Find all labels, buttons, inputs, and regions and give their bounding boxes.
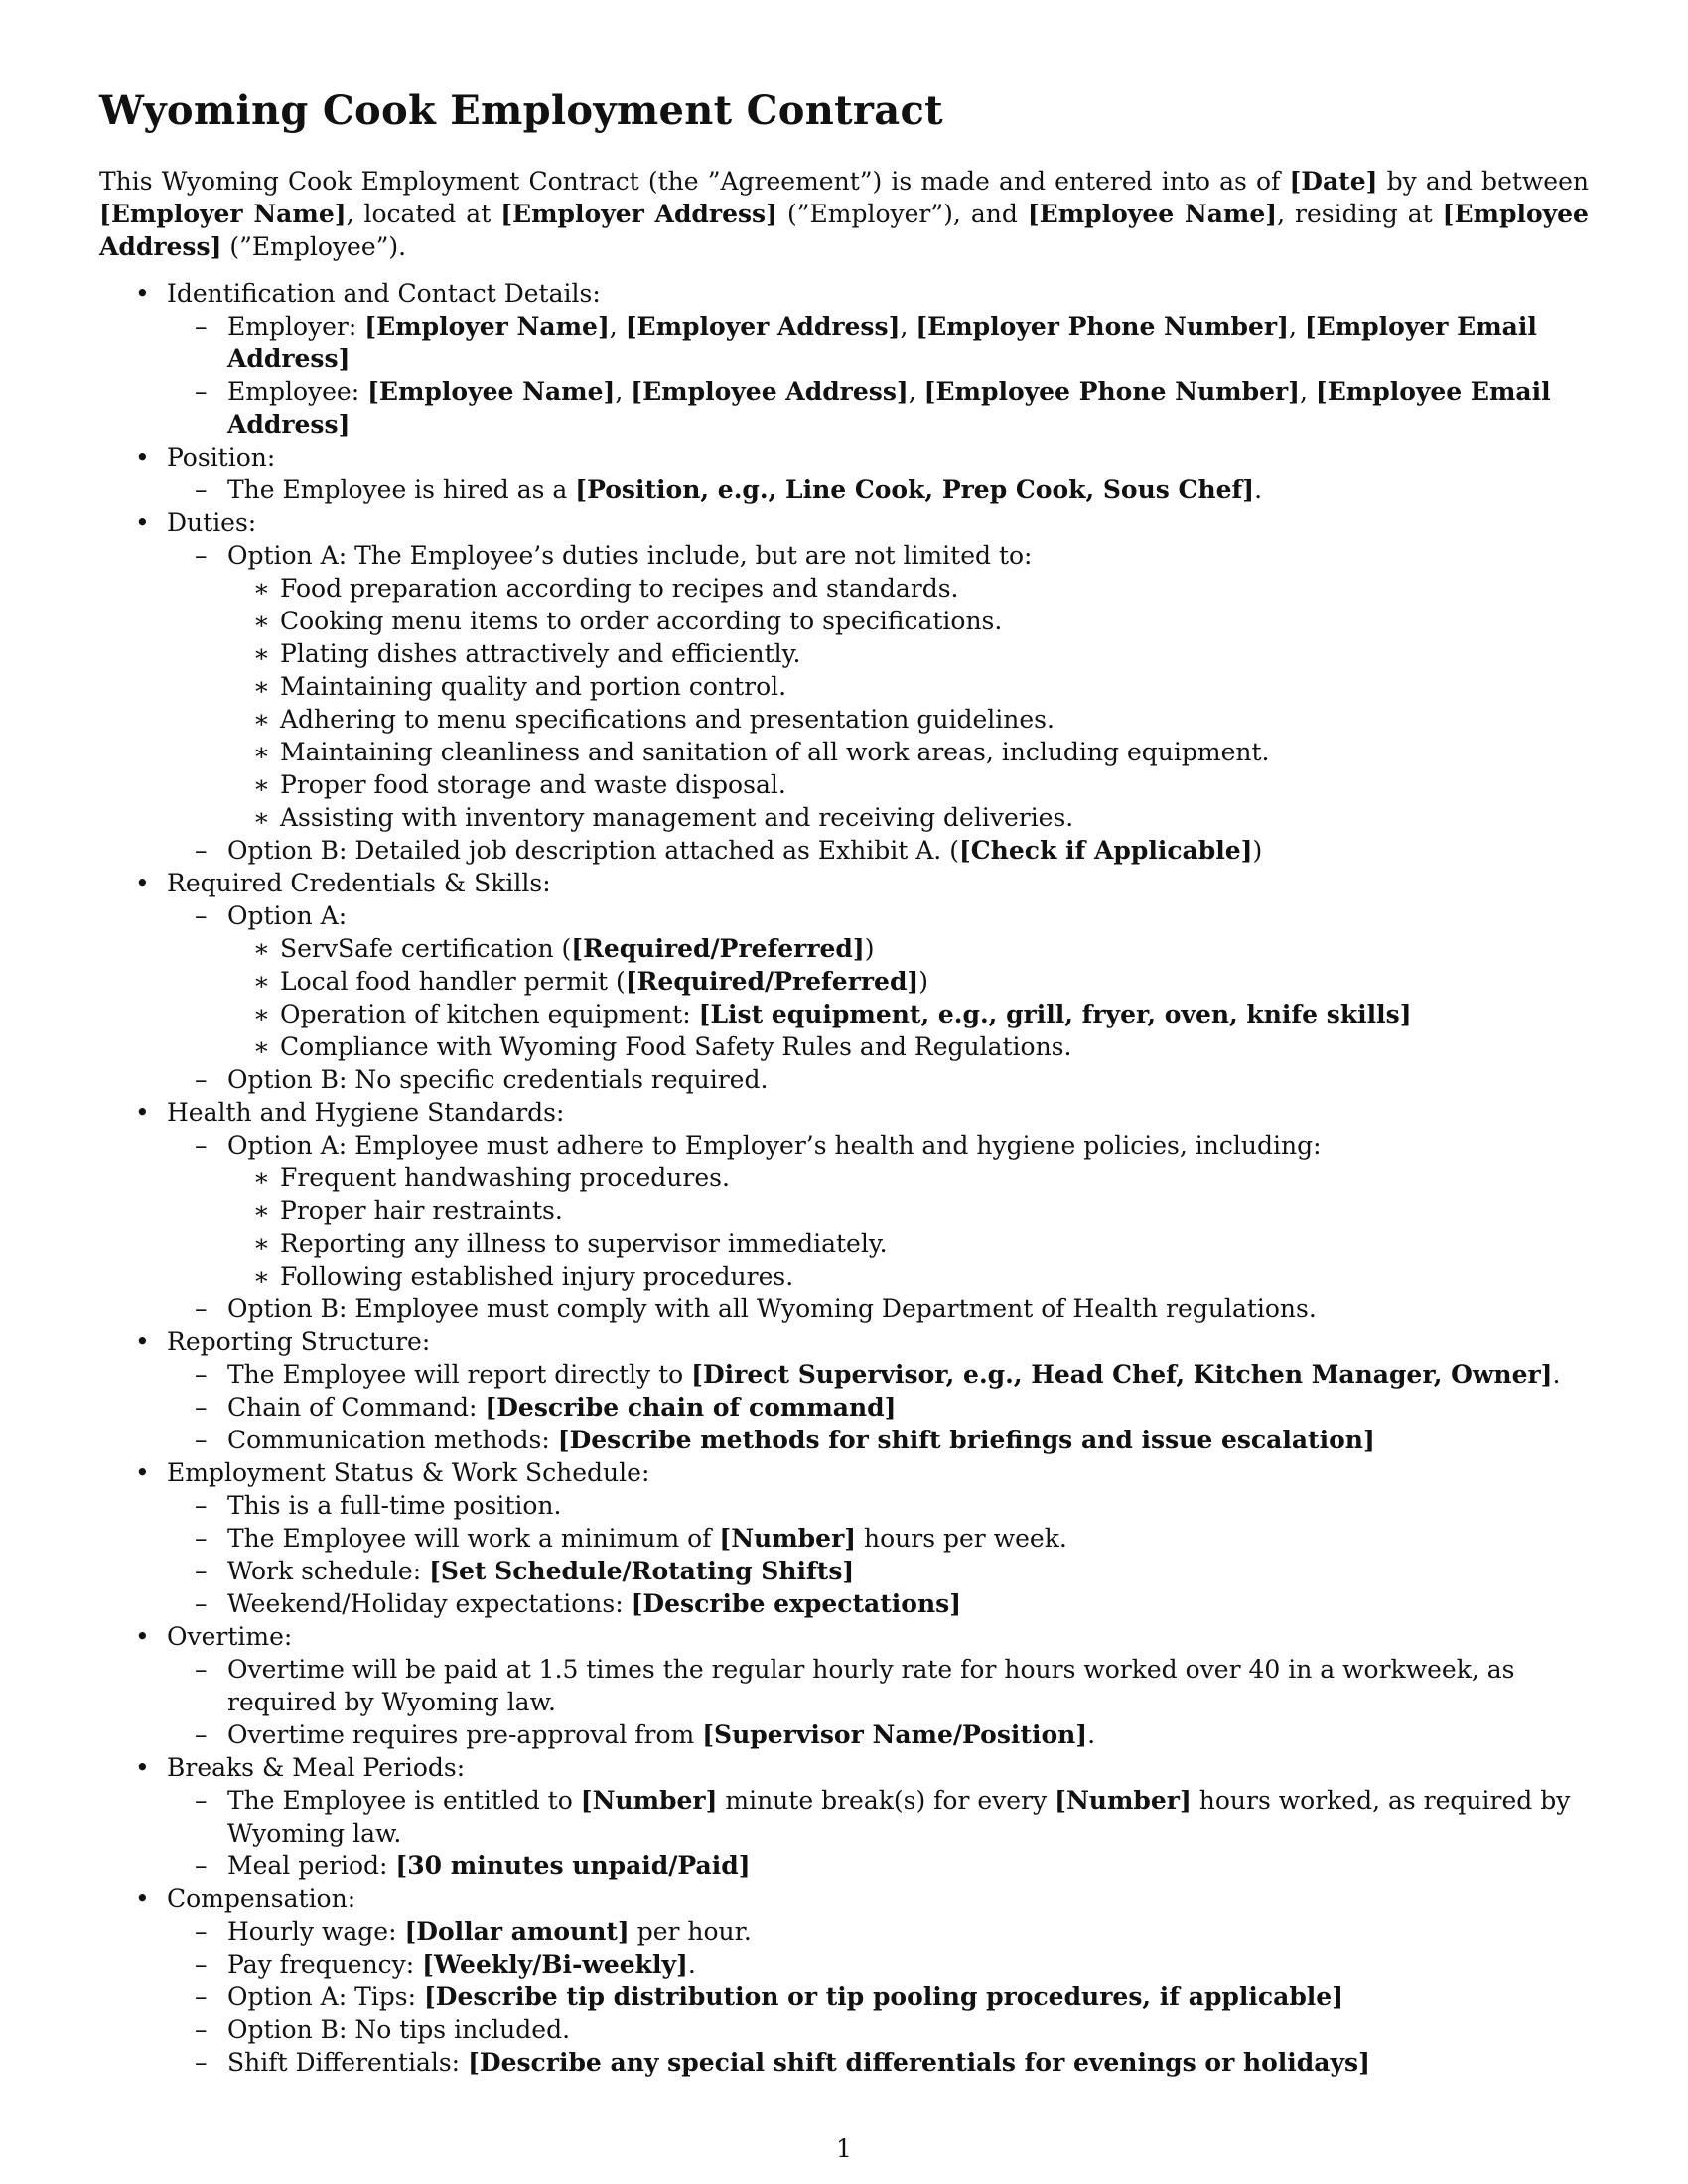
clause-item: [167, 899, 1589, 1063]
section-heading: Identification and Contact Details:: [167, 279, 601, 308]
text-run: Frequent handwashing procedures.: [280, 1163, 730, 1192]
clause-list: [167, 310, 1589, 441]
clause-item: [167, 1489, 1589, 1522]
section-heading: Duties:: [167, 508, 257, 537]
sub-clause-item: [227, 1161, 1589, 1194]
sub-clause-list: [227, 1161, 1589, 1293]
text-run: Assisting with inventory management and receiving deliveries.: [280, 803, 1074, 832]
placeholder-field: [Required/Preferred]: [625, 967, 919, 996]
text-run: Work schedule:: [227, 1557, 430, 1585]
placeholder-field: [Employee Address]: [631, 377, 909, 406]
clause-list: [167, 474, 1589, 506]
placeholder-field: [Direct Supervisor, e.g., Head Chef, Kitchen Manager, Owner]: [691, 1360, 1553, 1389]
section-heading: Breaks & Meal Periods:: [167, 1753, 466, 1782]
section-item: [99, 1620, 1589, 1751]
text-run: minute break(s) for every: [717, 1786, 1055, 1815]
text-run: The Employee is hired as a: [227, 476, 576, 504]
text-run: Overtime will be paid at 1.5 times the regular hourly rate for hours worked over 40 in a workweek, as required by Wyoming law.: [227, 1655, 1515, 1716]
text-run: ,: [1288, 312, 1305, 341]
clause-item: [167, 1555, 1589, 1587]
placeholder-field: [Date]: [1289, 167, 1378, 196]
placeholder-field: [30 minutes unpaid/Paid]: [395, 1851, 751, 1880]
sub-clause-item: [227, 1194, 1589, 1227]
text-run: (”Employee”).: [221, 232, 407, 261]
placeholder-field: [Position, e.g., Line Cook, Prep Cook, Sous Chef]: [575, 476, 1255, 504]
sub-clause-item: [227, 1227, 1589, 1260]
section-list: [99, 277, 1589, 2079]
section-heading: Required Credentials & Skills:: [167, 869, 551, 897]
sub-clause-item: [227, 637, 1589, 670]
clause-item: [167, 834, 1589, 867]
placeholder-field: [Employer Name]: [364, 312, 610, 341]
text-run: Option A: Tips:: [227, 1982, 424, 2011]
text-run: This is a full-time position.: [227, 1491, 562, 1520]
placeholder-field: [Weekly/Bi-weekly]: [422, 1950, 688, 1979]
placeholder-field: [Number]: [1055, 1786, 1192, 1815]
placeholder-field: [Employee Address]: [99, 200, 1589, 261]
placeholder-field: [Set Schedule/Rotating Shifts]: [429, 1557, 855, 1585]
placeholder-field: [Employee Email Address]: [227, 377, 1551, 439]
clause-item: [167, 1948, 1589, 1980]
placeholder-field: [Describe any special shift differentials for evenings or holidays]: [468, 2048, 1370, 2077]
placeholder-field: [Describe methods for shift briefings and issue escalation]: [557, 1426, 1375, 1454]
text-run: (”Employer”), and: [776, 200, 1028, 228]
text-run: ): [1252, 836, 1263, 865]
text-run: Pay frequency:: [227, 1950, 423, 1979]
text-run: .: [1087, 1720, 1096, 1749]
text-run: ,: [609, 312, 626, 341]
section-heading: Overtime:: [167, 1622, 293, 1651]
sub-clause-item: [227, 965, 1589, 998]
text-run: Proper food storage and waste disposal.: [280, 770, 786, 799]
intro-paragraph: [99, 165, 1589, 263]
placeholder-field: [Number]: [580, 1786, 718, 1815]
text-run: Reporting any illness to supervisor immediately.: [280, 1229, 888, 1258]
clause-list: [167, 539, 1589, 867]
text-run: ServSafe certification (: [280, 934, 572, 963]
sub-clause-item: [227, 703, 1589, 736]
section-heading: Reporting Structure:: [167, 1327, 431, 1356]
section-item: [99, 506, 1589, 867]
section-item: [99, 1751, 1589, 1882]
text-run: Plating dishes attractively and efficiently.: [280, 639, 801, 668]
section-item: [99, 867, 1589, 1096]
clause-list: [167, 1653, 1589, 1751]
text-run: Shift Differentials:: [227, 2048, 469, 2077]
text-run: Employer:: [227, 312, 365, 341]
section-item: [99, 441, 1589, 506]
sub-clause-item: [227, 768, 1589, 801]
sub-clause-item: [227, 932, 1589, 965]
sub-clause-item: [227, 736, 1589, 768]
text-run: hours per week.: [856, 1524, 1067, 1553]
clause-list: [167, 1129, 1589, 1325]
clause-item: [167, 1391, 1589, 1424]
document-page: [99, 85, 1589, 2079]
sub-clause-item: [227, 670, 1589, 703]
section-item: [99, 1325, 1589, 1456]
text-run: Maintaining cleanliness and sanitation of all work areas, including equipment.: [280, 738, 1270, 766]
clause-item: [167, 1293, 1589, 1325]
placeholder-field: [Describe tip distribution or tip pooling procedures, if applicable]: [423, 1982, 1344, 2011]
placeholder-field: [Dollar amount]: [404, 1917, 630, 1946]
clause-item: [167, 1718, 1589, 1751]
placeholder-field: [Employer Name]: [99, 200, 347, 228]
text-run: ,: [615, 377, 632, 406]
text-run: Communication methods:: [227, 1426, 558, 1454]
text-run: Option B: Detailed job description attached as Exhibit A. (: [227, 836, 959, 865]
text-run: Meal period:: [227, 1851, 396, 1880]
text-run: Option B: No tips included.: [227, 2015, 571, 2044]
section-item: [99, 1456, 1589, 1620]
section-item: [99, 1096, 1589, 1325]
placeholder-field: [Employer Phone Number]: [915, 312, 1289, 341]
section-heading: Employment Status & Work Schedule:: [167, 1458, 650, 1487]
text-run: Local food handler permit (: [280, 967, 626, 996]
clause-list: [167, 1358, 1589, 1456]
text-run: hours worked, as required by Wyoming law.: [227, 1786, 1571, 1847]
placeholder-field: [Employer Address]: [625, 312, 901, 341]
sub-clause-item: [227, 572, 1589, 605]
clause-item: [167, 1522, 1589, 1555]
placeholder-field: [Employee Phone Number]: [923, 377, 1300, 406]
text-run: Overtime requires pre-approval from: [227, 1720, 703, 1749]
placeholder-field: [Employee Name]: [1027, 200, 1278, 228]
text-run: ): [864, 934, 875, 963]
text-run: The Employee will report directly to: [227, 1360, 692, 1389]
clause-item: [167, 1849, 1589, 1882]
text-run: Operation of kitchen equipment:: [280, 1000, 699, 1028]
section-heading: Compensation:: [167, 1884, 356, 1913]
clause-item: [167, 2013, 1589, 2046]
clause-list: [167, 899, 1589, 1096]
section-item: [99, 1882, 1589, 2079]
text-run: .: [687, 1950, 696, 1979]
clause-item: [167, 1063, 1589, 1096]
placeholder-field: [Employer Address]: [500, 200, 777, 228]
text-run: Hourly wage:: [227, 1917, 405, 1946]
text-run: Food preparation according to recipes and standards.: [280, 574, 959, 603]
placeholder-field: [Employer Email Address]: [227, 312, 1537, 373]
placeholder-field: [Employee Name]: [367, 377, 616, 406]
sub-clause-item: [227, 998, 1589, 1030]
text-run: ,: [908, 377, 924, 406]
sub-clause-item: [227, 1260, 1589, 1293]
placeholder-field: [Supervisor Name/Position]: [702, 1720, 1088, 1749]
placeholder-field: [List equipment, e.g., grill, fryer, oven, knife skills]: [698, 1000, 1412, 1028]
clause-item: [167, 1424, 1589, 1456]
text-run: Option A: The Employee’s duties include, but are not limited to:: [227, 541, 1033, 570]
placeholder-field: [Check if Applicable]: [958, 836, 1253, 865]
text-run: Proper hair restraints.: [280, 1196, 563, 1225]
text-run: Option A:: [227, 901, 348, 930]
clause-list: [167, 1915, 1589, 2079]
section-heading: Health and Hygiene Standards:: [167, 1098, 565, 1127]
clause-item: [167, 375, 1589, 441]
sub-clause-item: [227, 801, 1589, 834]
text-run: ,: [900, 312, 916, 341]
clause-item: [167, 2046, 1589, 2079]
page-number: 1: [836, 2134, 852, 2163]
text-run: , located at: [346, 200, 501, 228]
clause-item: [167, 1653, 1589, 1718]
text-run: Weekend/Holiday expectations:: [227, 1589, 632, 1618]
clause-item: [167, 474, 1589, 506]
placeholder-field: [Describe expectations]: [631, 1589, 962, 1618]
clause-item: [167, 1784, 1589, 1849]
clause-item: [167, 1915, 1589, 1948]
clause-item: [167, 1358, 1589, 1391]
text-run: .: [1552, 1360, 1561, 1389]
clause-item: [167, 310, 1589, 375]
text-run: Following established injury procedures.: [280, 1262, 794, 1291]
text-run: .: [1254, 476, 1263, 504]
text-run: Employee:: [227, 377, 368, 406]
section-item: [99, 277, 1589, 441]
placeholder-field: [Describe chain of command]: [485, 1393, 897, 1422]
text-run: , residing at: [1277, 200, 1443, 228]
clause-list: [167, 1489, 1589, 1620]
text-run: The Employee is entitled to: [227, 1786, 581, 1815]
sub-clause-item: [227, 1030, 1589, 1063]
text-run: This Wyoming Cook Employment Contract (the ”Agreement”) is made and entered into as of: [99, 167, 1290, 196]
text-run: Chain of Command:: [227, 1393, 486, 1422]
text-run: Option A: Employee must adhere to Employer’s health and hygiene policies, including:: [227, 1131, 1322, 1160]
text-run: Maintaining quality and portion control.: [280, 672, 787, 701]
text-run: per hour.: [629, 1917, 752, 1946]
text-run: ,: [1299, 377, 1316, 406]
sub-clause-list: [227, 932, 1589, 1063]
section-heading: Position:: [167, 443, 276, 472]
clause-list: [167, 1784, 1589, 1882]
text-run: Cooking menu items to order according to specifications.: [280, 607, 1003, 635]
clause-item: [167, 539, 1589, 834]
sub-clause-list: [227, 572, 1589, 834]
clause-item: [167, 1980, 1589, 2013]
clause-item: [167, 1129, 1589, 1293]
text-run: Compliance with Wyoming Food Safety Rules and Regulations.: [280, 1032, 1072, 1061]
text-run: Adhering to menu specifications and presentation guidelines.: [280, 705, 1055, 734]
text-run: Option B: Employee must comply with all Wyoming Department of Health regulations.: [227, 1295, 1317, 1323]
placeholder-field: [Required/Preferred]: [571, 934, 865, 963]
sub-clause-item: [227, 605, 1589, 637]
text-run: ): [918, 967, 929, 996]
text-run: The Employee will work a minimum of: [227, 1524, 720, 1553]
placeholder-field: [Number]: [719, 1524, 857, 1553]
text-run: Option B: No specific credentials required.: [227, 1065, 769, 1094]
page-title: Wyoming Cook Employment Contract: [99, 87, 943, 134]
clause-item: [167, 1587, 1589, 1620]
text-run: by and between: [1377, 167, 1589, 196]
